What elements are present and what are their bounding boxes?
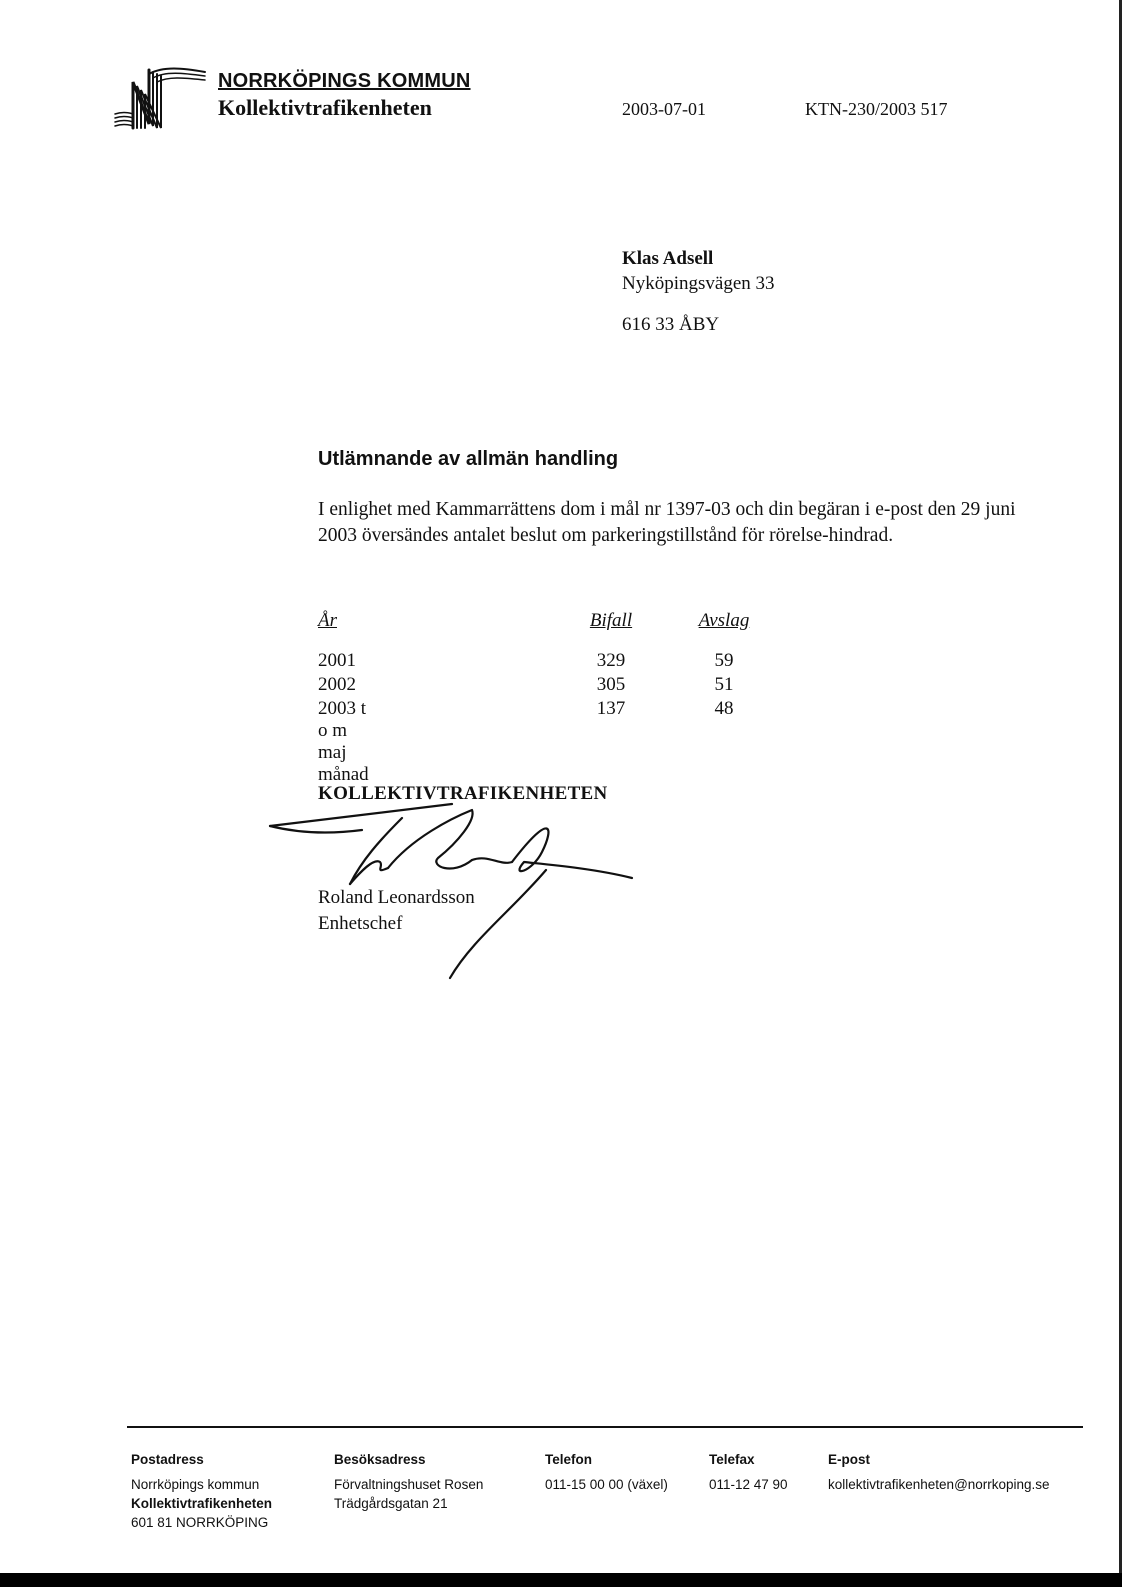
row-rejected: 51 [714, 674, 734, 695]
footer-label: Telefax [709, 1452, 755, 1467]
row-year: 2001 [318, 650, 356, 671]
footer-postal-address [131, 1450, 272, 1532]
document-reference: KTN-230/2003 517 [805, 99, 948, 119]
footer-line: 011-15 00 00 (växel) [545, 1477, 668, 1492]
recipient-street: Nyköpingsvägen 33 [622, 273, 775, 294]
row-year: 2003 t o m maj månad [318, 698, 369, 785]
row-year: 2002 [318, 674, 356, 695]
footer-divider [127, 1426, 1083, 1428]
footer-label: E-post [828, 1452, 870, 1467]
recipient-city: 616 33 ÅBY [622, 314, 720, 335]
org-name: NORRKÖPINGS KOMMUN [218, 70, 471, 92]
footer-phone [545, 1450, 668, 1494]
municipality-logo-icon [113, 62, 207, 132]
row-approved: 137 [596, 698, 626, 719]
document-date: 2003-07-01 [622, 99, 706, 119]
signatory-title: Enhetschef [318, 913, 403, 934]
signature-unit: KOLLEKTIVTRAFIKENHETEN [318, 783, 608, 804]
org-unit: Kollektivtrafikenheten [218, 95, 432, 120]
footer-line: Trädgårdsgatan 21 [334, 1496, 448, 1511]
row-rejected: 48 [714, 698, 734, 719]
row-approved: 305 [596, 674, 626, 695]
header-approved: Bifall [589, 610, 633, 631]
footer-email [828, 1450, 1050, 1494]
footer-label: Telefon [545, 1452, 592, 1467]
footer-line: Kollektivtrafikenheten [131, 1496, 273, 1511]
header-year: År [318, 610, 337, 631]
footer-line: Norrköpings kommun [131, 1477, 260, 1492]
footer-label: Postadress [131, 1452, 204, 1467]
footer-fax [709, 1450, 788, 1494]
row-rejected: 59 [714, 650, 734, 671]
footer-line: 011-12 47 90 [709, 1477, 788, 1492]
footer-visit-address [334, 1450, 483, 1513]
recipient-name: Klas Adsell [622, 248, 714, 269]
scan-border-bottom [0, 1573, 1122, 1587]
letter-subject: Utlämnande av allmän handling [318, 448, 619, 470]
footer-line: Förvaltningshuset Rosen [334, 1477, 484, 1492]
footer-label: Besöksadress [334, 1452, 426, 1467]
footer-line: kollektivtrafikenheten@norrkoping.se [828, 1477, 1050, 1492]
footer-line: 601 81 NORRKÖPING [131, 1515, 269, 1530]
header-rejected: Avslag [698, 610, 750, 631]
letter-body: I enlighet med Kammarrättens dom i mål nr 1397-03 och din begäran i e-post den 29 juni 2003 översändes antalet beslut om parkeringstillstånd för rörelse-hindrad. [318, 499, 1016, 546]
signatory-name: Roland Leonardsson [318, 887, 475, 908]
row-approved: 329 [596, 650, 626, 671]
